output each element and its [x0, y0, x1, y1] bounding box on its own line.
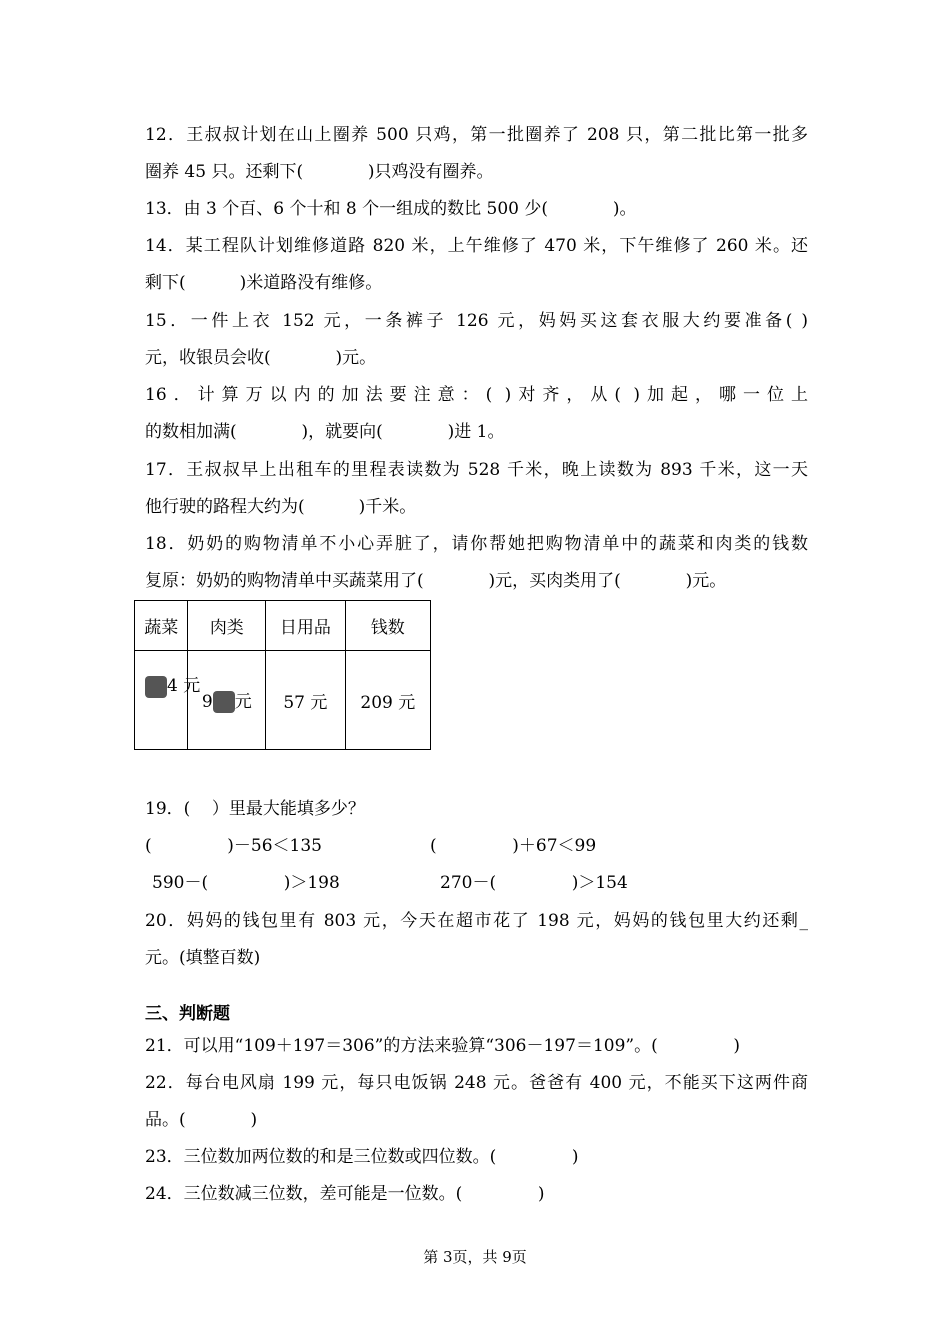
- q15-line-2: 元，收银员会收( )元。: [145, 348, 377, 368]
- q21-line: 21．可以用“109＋197＝306”的方法来验算“306－197＝109”。( ): [145, 1036, 740, 1056]
- shopping-list-table: [134, 600, 431, 750]
- ink-smudge: [213, 691, 235, 713]
- q19-item-3: 590－( )＞198: [152, 873, 340, 893]
- section-title-judgement: 三、判断题: [145, 1004, 230, 1024]
- q19-line: 19．( ）里最大能填多少？: [145, 799, 365, 819]
- meat-suffix: 元: [234, 691, 252, 712]
- q23-line: 23．三位数加两位数的和是三位数或四位数。( ): [145, 1147, 579, 1167]
- q22-line-2: 品。( ): [145, 1110, 258, 1130]
- meat-prefix: 9: [201, 691, 213, 712]
- q16-line-2: 的数相加满( )，就要向( )进 1。: [145, 422, 505, 442]
- header-total: 钱数: [345, 601, 430, 651]
- q13-line: 13．由 3 个百、6 个十和 8 个一组成的数比 500 少( )。: [145, 199, 637, 219]
- q18-line-1: 18．奶奶的购物清单不小心弄脏了，请你帮她把购物清单中的蔬菜和肉类的钱数: [145, 534, 808, 554]
- ink-smudge: [145, 676, 167, 698]
- q17-line-2: 他行驶的路程大约为( )千米。: [145, 497, 417, 517]
- q20-line-2: 元。(填整百数): [145, 948, 261, 968]
- cell-vegetables: [135, 651, 201, 750]
- veg-value: 4 元: [167, 676, 201, 696]
- q12-line-1: 12．王叔叔计划在山上圈养 500 只鸡，第一批圈养了 208 只，第二批比第一批多: [145, 125, 808, 145]
- q22-line-1: 22．每台电风扇 199 元，每只电饭锅 248 元。爸爸有 400 元，不能买下这两件商: [145, 1073, 808, 1093]
- q15-line-1: 15．一件上衣 152 元，一条裤子 126 元，妈妈买这套衣服大约要准备( ): [145, 311, 808, 331]
- header-daily-goods: 日用品: [266, 601, 345, 651]
- table-value-row: [135, 651, 431, 750]
- q16-line-1: 16．计算万以内的加法要注意：( )对齐，从( )加起，哪一位上: [145, 385, 808, 405]
- q19-item-2: ( )＋67＜99: [430, 836, 597, 856]
- header-meat: 肉类: [188, 601, 266, 651]
- header-vegetables: 蔬菜: [135, 601, 188, 651]
- q14-line-2: 剩下( )米道路没有维修。: [145, 273, 383, 293]
- q20-line-1: 20．妈妈的钱包里有 803 元，今天在超市花了 198 元，妈妈的钱包里大约还剩_: [145, 911, 808, 931]
- q24-line: 24．三位数减三位数，差可能是一位数。( ): [145, 1184, 545, 1204]
- cell-daily-goods: 57 元: [266, 651, 345, 750]
- q19-item-1: ( )－56＜135: [145, 836, 322, 856]
- q12-line-2: 圈养 45 只。还剩下( )只鸡没有圈养。: [145, 162, 494, 182]
- q17-line-1: 17．王叔叔早上出租车的里程表读数为 528 千米，晚上读数为 893 千米，这一天: [145, 460, 808, 480]
- q14-line-1: 14．某工程队计划维修道路 820 米，上午维修了 470 米，下午维修了 260 米。还: [145, 236, 808, 256]
- cell-meat: [188, 651, 266, 750]
- page-footer: 第 3页，共 9页: [423, 1248, 527, 1266]
- cell-total: 209 元: [345, 651, 430, 750]
- q19-item-4: 270－( )＞154: [440, 873, 628, 893]
- q18-line-2: 复原：奶奶的购物清单中买蔬菜用了( )元，买肉类用了( )元。: [145, 571, 727, 591]
- table-header-row: [135, 601, 431, 651]
